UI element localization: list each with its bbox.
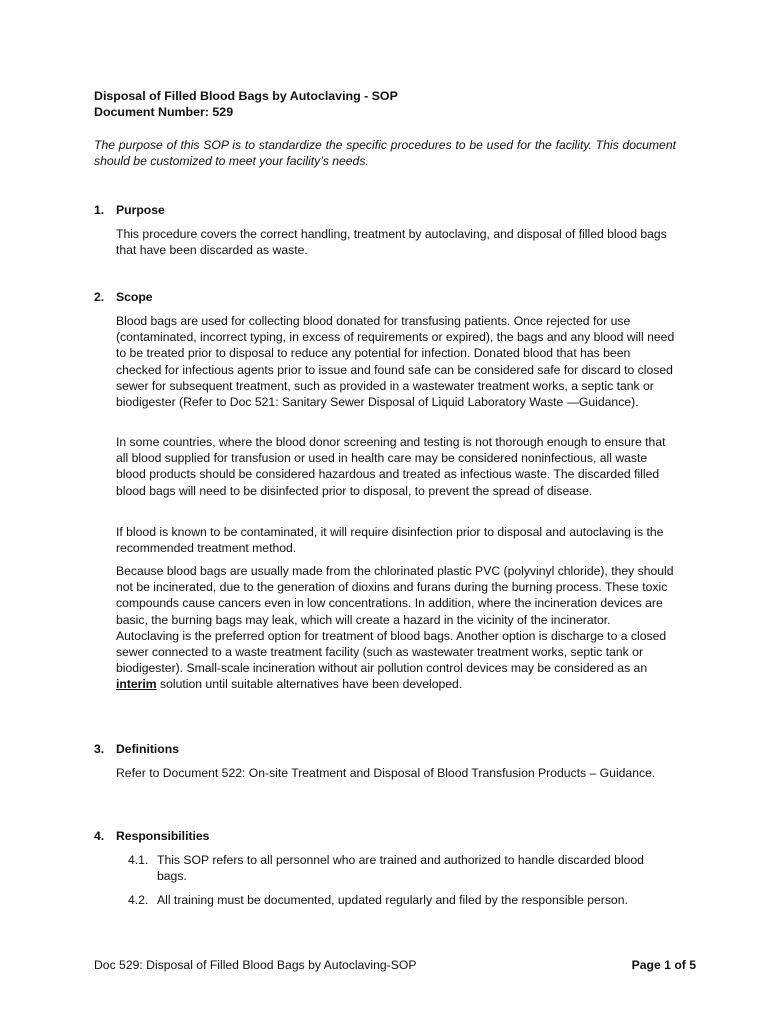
section-title: Purpose [116, 203, 165, 217]
section-title: Scope [116, 290, 153, 304]
section-purpose-heading [94, 202, 165, 218]
document-number: Document Number: 529 [94, 105, 234, 119]
footer-page-number: Page 1 of 5 [631, 958, 696, 972]
section-number: 1. [94, 203, 105, 217]
interim-emphasis: interim [116, 677, 157, 692]
section-responsibilities-heading [94, 828, 209, 844]
scope-paragraph-3: If blood is known to be contaminated, it will require disinfection prior to disposal and autoclaving is the recommended treatment method. [116, 525, 664, 556]
scope-paragraph-4-end: solution until suitable alternatives have been developed. [156, 677, 463, 692]
section-title: Responsibilities [116, 829, 210, 843]
scope-paragraph-4 [116, 563, 676, 693]
scope-paragraph-1: Blood bags are used for collecting blood donated for transfusing patients. Once rejected for use (contaminated, incorrect typing, in excess of requirements or expired), the bags and any blood will need to be treated prior to disposal to reduce any potential for infection. Donated blood that has been checked for infectious agents prior to issue and found safe can be considered safe for discard to closed sewer for subsequent treatment, such as provided in a wastewater treatment works, a septic tank or biodigester (Refer to Doc 521: Sanitary Sewer Disposal of Liquid Laboratory Waste —Guidance). [116, 314, 675, 410]
item-text: All training must be documented, updated regularly and filed by the responsible person. [157, 893, 628, 907]
section-title: Definitions [116, 742, 179, 756]
section-number: 2. [94, 290, 105, 304]
item-number: 4.1. [128, 853, 149, 867]
section-number: 4. [94, 829, 105, 843]
document-title: Disposal of Filled Blood Bags by Autoclaving - SOP [94, 89, 398, 103]
item-text: This SOP refers to all personnel who are trained and authorized to handle discarded blood bags. [157, 853, 644, 884]
responsibility-item [128, 852, 676, 884]
section-definitions-heading [94, 741, 179, 757]
definitions-paragraph: Refer to Document 522: On-site Treatment and Disposal of Blood Transfusion Products – Guidance. [116, 766, 656, 780]
scope-paragraph-4-text: Because blood bags are usually made from the chlorinated plastic PVC (polyvinyl chloride), they should not be incinerated, due to the generation of dioxins and furans during the burning process. These toxic compounds cause cancers even in low concentrations. In addition, where the incineration devices are basic, the burning bags may leak, which will create a hazard in the vicinity of the incinerator. Autoclaving is the preferred option for treatment of blood bags. Another option is discharge to a closed sewer connected to a waste treatment facility (such as wastewater treatment works, septic tank or biodigester). Small-scale incineration without air pollution control devices may be considered as an [116, 564, 674, 676]
footer-document-reference: Doc 529: Disposal of Filled Blood Bags by Autoclaving-SOP [94, 958, 417, 972]
intro-paragraph: The purpose of this SOP is to standardize the specific procedures to be used for the facility. This document should be customized to meet your facility’s needs. [94, 138, 676, 169]
scope-paragraph-2: In some countries, where the blood donor screening and testing is not thorough enough to ensure that all blood supplied for transfusion or used in health care may be considered noninfectious, all waste blood products should be considered hazardous and treated as infectious waste. The discarded filled blood bags will need to be disinfected prior to disposal, to prevent the spread of disease. [116, 435, 666, 498]
section-number: 3. [94, 742, 105, 756]
responsibility-item [128, 892, 676, 908]
purpose-paragraph: This procedure covers the correct handling, treatment by autoclaving, and disposal of filled blood bags that have been discarded as waste. [116, 227, 667, 258]
item-number: 4.2. [128, 893, 149, 907]
section-scope-heading [94, 289, 153, 305]
